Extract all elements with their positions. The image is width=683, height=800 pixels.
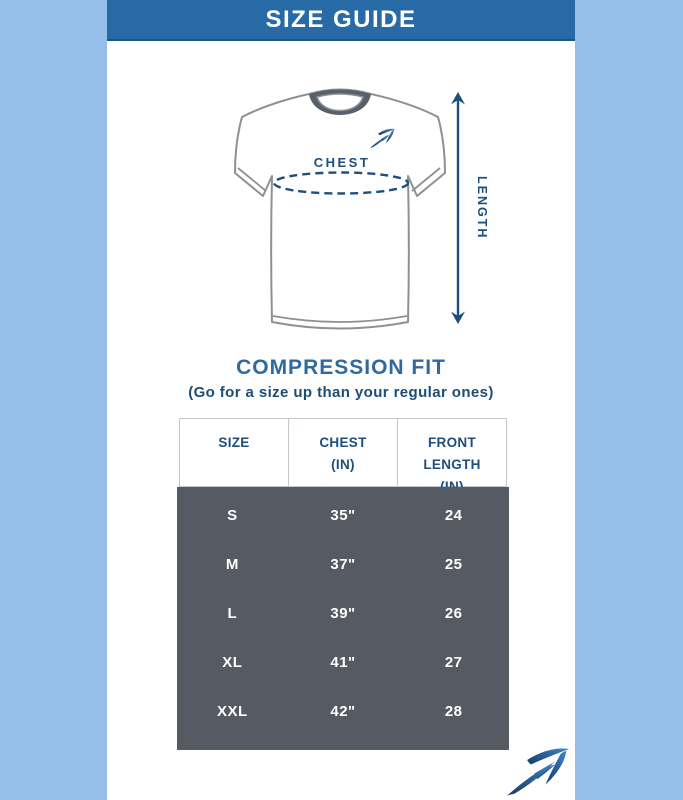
column-header-front-length	[397, 419, 506, 486]
size-table-header	[179, 418, 507, 487]
chest-value: 35"	[330, 507, 356, 524]
chest-value: 39"	[330, 605, 356, 622]
brand-swoosh-logo-icon	[507, 744, 571, 796]
table-row	[177, 589, 509, 638]
chest-value: 42"	[330, 703, 356, 720]
title-bar	[107, 0, 575, 41]
size-table-body	[177, 487, 509, 750]
front-length-value: 26	[444, 605, 463, 622]
front-length-value: 28	[444, 703, 463, 720]
column-label: FRONT LENGTH	[423, 435, 481, 472]
size-value: M	[225, 556, 239, 573]
page-title: SIZE GUIDE	[265, 5, 417, 33]
chest-measure-label: CHEST	[313, 155, 371, 170]
size-value: XXL	[216, 703, 248, 720]
chest-value: 37"	[330, 556, 356, 573]
tshirt-illustration	[229, 80, 449, 340]
chest-value: 41"	[330, 654, 356, 671]
length-measure-label: LENGTH	[475, 176, 489, 240]
table-row	[177, 638, 509, 687]
column-label: SIZE	[218, 435, 250, 450]
table-row	[177, 491, 509, 540]
length-arrow-icon	[450, 88, 466, 328]
front-length-value: 24	[444, 507, 463, 524]
size-guide-panel	[107, 0, 575, 800]
front-length-value: 25	[444, 556, 463, 573]
table-row	[177, 687, 509, 736]
column-unit: (IN)	[331, 457, 355, 472]
size-value: L	[227, 605, 238, 622]
size-value: XL	[222, 654, 243, 671]
column-header-size	[180, 419, 288, 486]
front-length-value: 27	[444, 654, 463, 671]
fit-title: COMPRESSION FIT	[236, 356, 446, 379]
size-value: S	[227, 507, 238, 524]
fit-subtitle: (Go for a size up than your regular ones)	[188, 384, 494, 401]
table-row	[177, 540, 509, 589]
tshirt-body	[235, 90, 445, 329]
column-header-chest	[288, 419, 397, 486]
column-label: CHEST	[319, 435, 367, 450]
